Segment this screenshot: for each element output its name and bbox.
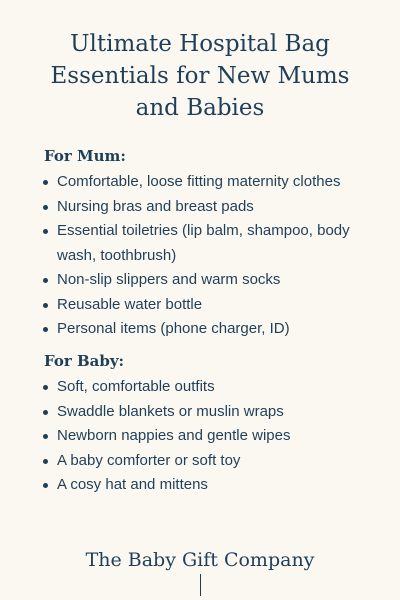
list-item (42, 449, 372, 474)
list-item (42, 268, 372, 293)
list-item-text: Swaddle blankets or muslin wraps (57, 402, 284, 420)
mum-essentials-list (42, 170, 372, 342)
list-item-text: Personal items (phone charger, ID) (57, 320, 290, 337)
list-item (42, 317, 372, 342)
title-line-3: and Babies (135, 95, 265, 121)
list-item (42, 219, 372, 268)
list-item (42, 195, 372, 220)
brand-footer: The Baby Gift Company (85, 549, 315, 571)
list-item-text: Newborn nappies and gentle wipes (57, 427, 291, 444)
list-item-text: Essential toiletries (lip balm, shampoo, body wash, toothbrush) (57, 222, 350, 264)
list-item (42, 424, 372, 449)
mum-heading: For Mum: (44, 147, 126, 165)
bullet-icon (43, 434, 48, 439)
list-item-text: Comfortable, loose fitting maternity clothes (57, 173, 341, 190)
page-title (34, 28, 366, 124)
list-item (42, 400, 372, 425)
baby-essentials-list (42, 375, 372, 498)
bullet-icon (43, 229, 48, 234)
list-item-text: Nursing bras and breast pads (57, 197, 254, 215)
list-item-text: A cosy hat and mittens (57, 476, 208, 493)
title-line-1: Ultimate Hospital Bag (70, 31, 330, 57)
bullet-icon (43, 459, 48, 464)
list-item (42, 170, 372, 195)
list-item-text: A baby comforter or soft toy (57, 451, 241, 469)
list-item (42, 293, 372, 318)
baby-heading: For Baby: (44, 352, 125, 370)
bullet-icon (43, 278, 48, 283)
footer-divider (200, 574, 201, 596)
list-item-text: Non-slip slippers and warm socks (57, 271, 281, 288)
title-line-2: Essentials for New Mums (50, 63, 350, 89)
list-item-text: Reusable water bottle (57, 295, 203, 313)
bullet-icon (43, 180, 48, 185)
list-item-text: Soft, comfortable outfits (57, 378, 215, 395)
bullet-icon (43, 327, 48, 332)
bullet-icon (43, 410, 48, 415)
bullet-icon (43, 385, 48, 390)
bullet-icon (43, 303, 48, 308)
bullet-icon (43, 205, 48, 210)
bullet-icon (43, 483, 48, 488)
list-item (42, 473, 372, 498)
list-item (42, 375, 372, 400)
